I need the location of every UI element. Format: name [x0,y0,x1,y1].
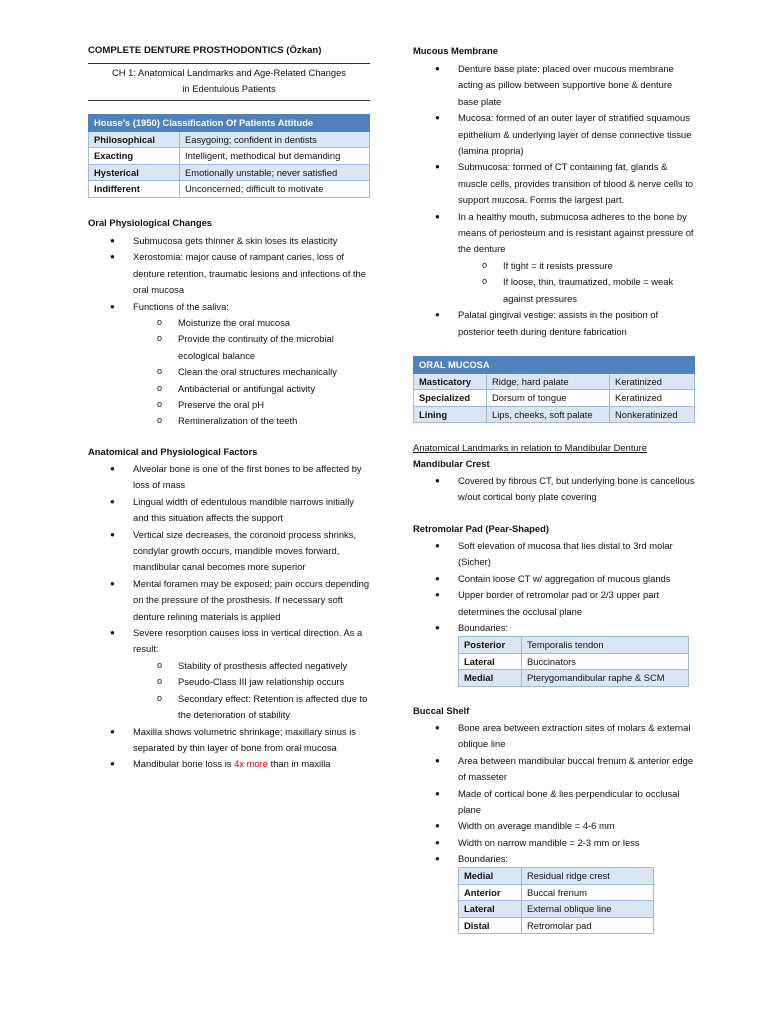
list-item: ● Boundaries: [413,620,695,636]
list-item: ● Contain loose CT w/ aggregation of mucous glands [413,571,695,587]
anat-factors-list [88,461,370,773]
oral-changes-list [88,233,370,430]
table-value: Keratinized [610,390,695,407]
table-value: Ridge, hard palate [487,373,610,390]
chapter-line-1: CH 1: Anatomical Landmarks and Age-Related Changes [112,67,346,78]
table-value: Buccal frenum [522,884,654,901]
anat-factors-heading: Anatomical and Physiological Factors [88,446,258,457]
list-item: ● Functions of the saliva: [88,299,370,315]
table-value: Retromolar pad [522,917,654,934]
table-key: Posterior [459,637,522,654]
sub-list-item: o Secondary effect: Retention is affected due to the deterioration of stability [88,691,370,724]
list-item: ● Xerostomia: major cause of rampant caries, loss of denture retention, traumatic lesions and infections of the oral mucosa [88,249,370,298]
sub-list-item: o If tight = it resists pressure [413,258,695,274]
list-item: ● Palatal gingival vestige: assists in the position of posterior teeth during denture fabrication [413,307,695,340]
list-item: ● Width on narrow mandible = 2-3 mm or less [413,835,695,851]
sub-list-item: o Remineralization of the teeth [88,413,370,429]
table-header: ORAL MUCOSA [414,357,695,374]
buccal-heading: Buccal Shelf [413,705,470,716]
sub-list-item: o Stability of prosthesis affected negatively [88,658,370,674]
table-value: Residual ridge crest [522,868,654,885]
list-item: ● Denture base plate: placed over mucous membrane acting as pillow between supportive bone & denture base plate [413,61,695,110]
list-item: ● Lingual width of edentulous mandible narrows initially and this situation affects the support [88,494,370,527]
sub-list-item: o Moisturize the oral mucosa [88,315,370,331]
list-item [88,756,370,772]
list-item: ● Vertical size decreases, the coronoid process shrinks, condylar growth occurs, mandible moves forward, mandibular canal becomes more superior [88,527,370,576]
oral-changes-heading: Oral Physiological Changes [88,217,212,228]
list-item: ● Bone area between extraction sites of molars & external oblique line [413,720,695,753]
table-key: Indifferent [89,181,180,198]
highlight-text: 4x more [234,758,268,770]
list-item: ● Boundaries: [413,851,695,867]
list-item: ● Severe resorption causes loss in vertical direction. As a result: [88,625,370,658]
mucous-list [413,61,695,340]
table-key: Medial [459,670,522,687]
crest-list [413,473,695,506]
retromolar-list [413,538,695,636]
table-key: Anterior [459,884,522,901]
sub-list-item: o If loose, thin, traumatized, mobile = weak against pressures [413,274,695,307]
chapter-line-2: in Edentulous Patients [182,83,276,94]
table-value: Easygoing; confident in dentists [180,131,370,148]
table-key: Specialized [414,390,487,407]
table-header: House’s (1950) Classification Of Patients Attitude [89,115,370,132]
list-item: ● Soft elevation of mucosa that lies distal to 3rd molar (Sicher) [413,538,695,571]
list-item: ● Alveolar bone is one of the first bones to be affected by loss of mass [88,461,370,494]
list-item: ● Mucosa: formed of an outer layer of stratified squamous epithelium & underlying layer of dense connective tissue (lamina propria) [413,110,695,159]
table-value: Dorsum of tongue [487,390,610,407]
table-key: Philosophical [89,131,180,148]
table-value: Unconcerned; difficult to motivate [180,181,370,198]
table-key: Hysterical [89,164,180,181]
table-value: Keratinized [610,373,695,390]
table-key: Exacting [89,148,180,165]
crest-heading: Mandibular Crest [413,458,490,469]
table-key: Lateral [459,901,522,918]
table-value: Emotionally unstable; never satisfied [180,164,370,181]
list-item: ● Submucosa gets thinner & skin loses its elasticity [88,233,370,249]
sub-list-item: o Provide the continuity of the microbial ecological balance [88,331,370,364]
table-key: Lining [414,406,487,423]
table-value: External oblique line [522,901,654,918]
buccal-list [413,720,695,868]
text-run: Mandibular bone loss is [133,758,235,770]
table-key: Masticatory [414,373,487,390]
retromolar-boundaries-table [458,636,689,687]
list-item: ● Width on average mandible = 4-6 mm [413,818,695,834]
list-item: ● Mental foramen may be exposed; pain occurs depending on the pressure of the prosthesis. If necessary soft denture relining materials is applied [88,576,370,625]
table-value: Buccinators [522,653,689,670]
table-key: Lateral [459,653,522,670]
retromolar-heading: Retromolar Pad (Pear-Shaped) [413,523,549,534]
houses-classification-table [88,114,370,198]
table-key: Medial [459,868,522,885]
table-value: Nonkeratinized [610,406,695,423]
landmarks-heading: Anatomical Landmarks in relation to Mandibular Denture [413,442,647,453]
oral-mucosa-table [413,356,695,423]
sub-list-item: o Preserve the oral pH [88,397,370,413]
document-title: COMPLETE DENTURE PROSTHODONTICS (Özkan) [88,45,322,56]
list-item: ● Made of cortical bone & lies perpendicular to occlusal plane [413,786,695,819]
list-item: ● Covered by fibrous CT, but underlying bone is cancellous w/out cortical bony plate covering [413,473,695,506]
sub-list-item: o Pseudo-Class III jaw relationship occurs [88,674,370,690]
buccal-boundaries-table [458,867,654,934]
table-key: Distal [459,917,522,934]
table-value: Temporalis tendon [522,637,689,654]
mucous-heading: Mucous Membrane [413,45,498,56]
table-value: Lips, cheeks, soft palate [487,406,610,423]
table-value: Intelligent, methodical but demanding [180,148,370,165]
list-item: ● Maxilla shows volumetric shrinkage; maxillary sinus is separated by thin layer of bone from oral mucosa [88,724,370,757]
chapter-title [88,63,370,101]
list-item: ● Area between mandibular buccal frenum & anterior edge of masseter [413,753,695,786]
table-value: Pterygomandibular raphe & SCM [522,670,689,687]
sub-list-item: o Clean the oral structures mechanically [88,364,370,380]
list-item: ● Upper border of retromolar pad or 2/3 upper part determines the occlusal plane [413,587,695,620]
list-item: ● In a healthy mouth, submucosa adheres to the bone by means of periosteum and is resistant against pressure of the denture [413,209,695,258]
list-item: ● Submucosa: formed of CT containing fat, glands & muscle cells, provides transition of blood & nerve cells to support mucosa. Forms the largest part. [413,159,695,208]
sub-list-item: o Antibacterial or antifungal activity [88,381,370,397]
text-run: than in maxilla [267,758,331,770]
